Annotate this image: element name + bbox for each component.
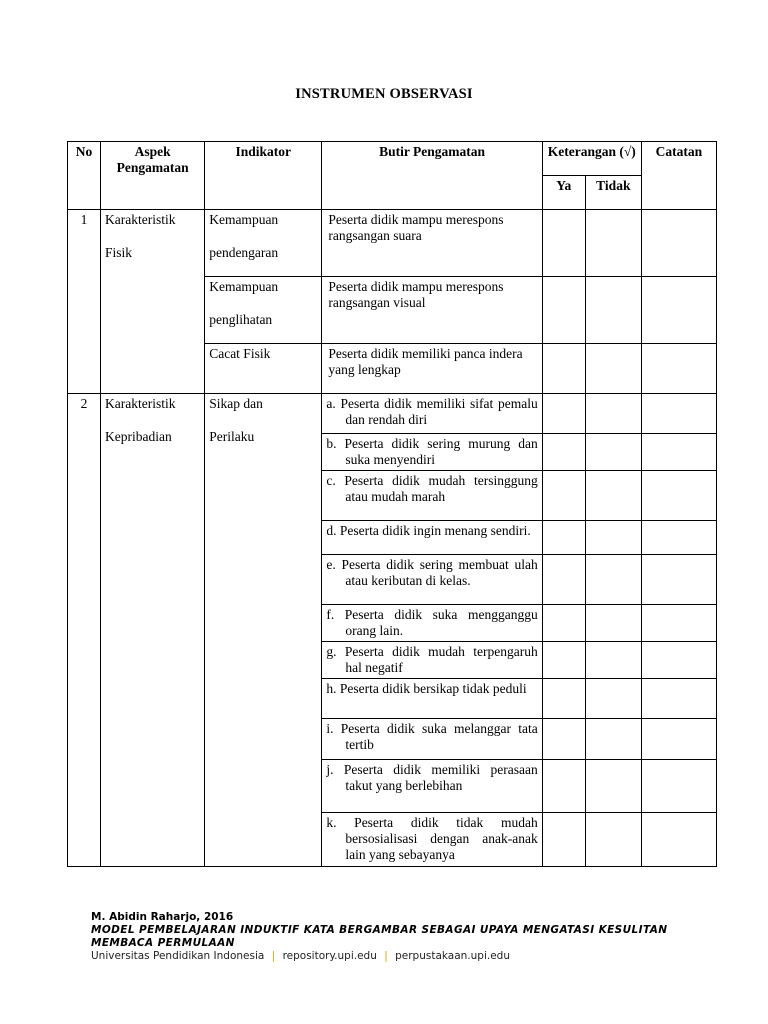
butir-cell: i. Peserta didik suka melanggar tata tertib	[322, 719, 542, 760]
footer-author: M. Abidin Raharjo, 2016	[91, 911, 234, 923]
footer-university: Universitas Pendidikan Indonesia	[91, 950, 265, 962]
indikator-cell	[205, 277, 322, 344]
ya-cell[interactable]	[542, 813, 585, 867]
catatan-cell[interactable]	[641, 210, 716, 277]
ya-cell[interactable]	[542, 394, 585, 434]
aspek-text: Fisik	[105, 245, 133, 260]
butir-cell: h. Peserta didik bersikap tidak peduli	[322, 679, 542, 719]
ya-cell[interactable]	[542, 605, 585, 642]
catatan-cell[interactable]	[641, 394, 716, 434]
tidak-cell[interactable]	[585, 642, 641, 679]
header-catatan: Catatan	[641, 142, 716, 210]
aspek-text: Karakteristik	[105, 212, 176, 227]
butir-cell: d. Peserta didik ingin menang sendiri.	[322, 521, 542, 555]
butir-cell: Peserta didik mampu merespons rangsangan visual	[322, 277, 542, 344]
butir-cell: Peserta didik mampu merespons rangsangan suara	[322, 210, 542, 277]
indikator-text: Perilaku	[209, 429, 255, 444]
tidak-cell[interactable]	[585, 277, 641, 344]
footer-separator: |	[271, 950, 276, 962]
catatan-cell[interactable]	[641, 434, 716, 471]
ya-cell[interactable]	[542, 679, 585, 719]
row-number: 1	[68, 210, 101, 394]
aspek-cell	[101, 210, 205, 394]
tidak-cell[interactable]	[585, 605, 641, 642]
catatan-cell[interactable]	[641, 605, 716, 642]
ya-cell[interactable]	[542, 471, 585, 521]
aspek-cell	[101, 394, 205, 867]
catatan-cell[interactable]	[641, 760, 716, 813]
aspek-text: Kepribadian	[105, 429, 172, 444]
tidak-cell[interactable]	[585, 434, 641, 471]
page-footer	[91, 911, 691, 963]
indikator-text: pendengaran	[209, 245, 279, 260]
catatan-cell[interactable]	[641, 679, 716, 719]
header-keterangan: Keterangan (√)	[542, 142, 641, 176]
header-no: No	[68, 142, 101, 210]
tidak-cell[interactable]	[585, 719, 641, 760]
ya-cell[interactable]	[542, 719, 585, 760]
table-row	[68, 394, 717, 434]
catatan-cell[interactable]	[641, 642, 716, 679]
indikator-cell	[205, 210, 322, 277]
tidak-cell[interactable]	[585, 760, 641, 813]
ya-cell[interactable]	[542, 344, 585, 394]
catatan-cell[interactable]	[641, 555, 716, 605]
indikator-text: Kemampuan	[209, 279, 279, 294]
aspek-text: Karakteristik	[105, 396, 176, 411]
ya-cell[interactable]	[542, 642, 585, 679]
header-row	[68, 142, 717, 176]
ya-cell[interactable]	[542, 555, 585, 605]
header-butir: Butir Pengamatan	[322, 142, 542, 210]
indikator-cell: Cacat Fisik	[205, 344, 322, 394]
catatan-cell[interactable]	[641, 344, 716, 394]
butir-cell: c. Peserta didik mudah tersinggung atau mudah marah	[322, 471, 542, 521]
tidak-cell[interactable]	[585, 521, 641, 555]
indikator-text: Sikap dan	[209, 396, 263, 411]
footer-separator: |	[384, 950, 388, 962]
footer-library: perpustakaan.upi.edu	[395, 950, 511, 962]
tidak-cell[interactable]	[585, 471, 641, 521]
footer-thesis-title: MODEL PEMBELAJARAN INDUKTIF KATA BERGAMBAR SEBAGAI UPAYA MENGATASI KESULITAN MEMBACA PERMULAAN	[91, 924, 668, 949]
butir-cell: j. Peserta didik memiliki perasaan takut yang berlebihan	[322, 760, 542, 813]
butir-cell: b. Peserta didik sering murung dan suka menyendiri	[322, 434, 542, 471]
tidak-cell[interactable]	[585, 344, 641, 394]
catatan-cell[interactable]	[641, 471, 716, 521]
butir-cell: a. Peserta didik memiliki sifat pemalu dan rendah diri	[322, 394, 542, 434]
tidak-cell[interactable]	[585, 394, 641, 434]
tidak-cell[interactable]	[585, 679, 641, 719]
row-number: 2	[68, 394, 101, 867]
tidak-cell[interactable]	[585, 210, 641, 277]
ya-cell[interactable]	[542, 434, 585, 471]
butir-cell: k. Peserta didik tidak mudah bersosialisasi dengan anak-anak lain yang sebayanya	[322, 813, 542, 867]
header-aspek: Aspek Pengamatan	[101, 142, 205, 210]
butir-cell: f. Peserta didik suka mengganggu orang lain.	[322, 605, 542, 642]
butir-cell: Peserta didik memiliki panca indera yang lengkap	[322, 344, 542, 394]
document-title: INSTRUMEN OBSERVASI	[295, 86, 473, 102]
indikator-text: Kemampuan	[209, 212, 279, 227]
footer-links	[91, 950, 691, 963]
butir-cell: e. Peserta didik sering membuat ulah atau keributan di kelas.	[322, 555, 542, 605]
footer-repository: repository.upi.edu	[282, 950, 377, 962]
ya-cell[interactable]	[542, 210, 585, 277]
indikator-text: penglihatan	[209, 312, 273, 327]
header-indikator: Indikator	[205, 142, 322, 210]
catatan-cell[interactable]	[641, 277, 716, 344]
indikator-cell	[205, 394, 322, 867]
catatan-cell[interactable]	[641, 521, 716, 555]
catatan-cell[interactable]	[641, 719, 716, 760]
tidak-cell[interactable]	[585, 555, 641, 605]
header-tidak: Tidak	[585, 176, 641, 210]
table-row	[68, 210, 717, 277]
catatan-cell[interactable]	[641, 813, 716, 867]
ya-cell[interactable]	[542, 760, 585, 813]
header-ya: Ya	[542, 176, 585, 210]
butir-cell: g. Peserta didik mudah terpengaruh hal negatif	[322, 642, 542, 679]
observation-table	[67, 141, 717, 867]
ya-cell[interactable]	[542, 521, 585, 555]
ya-cell[interactable]	[542, 277, 585, 344]
tidak-cell[interactable]	[585, 813, 641, 867]
